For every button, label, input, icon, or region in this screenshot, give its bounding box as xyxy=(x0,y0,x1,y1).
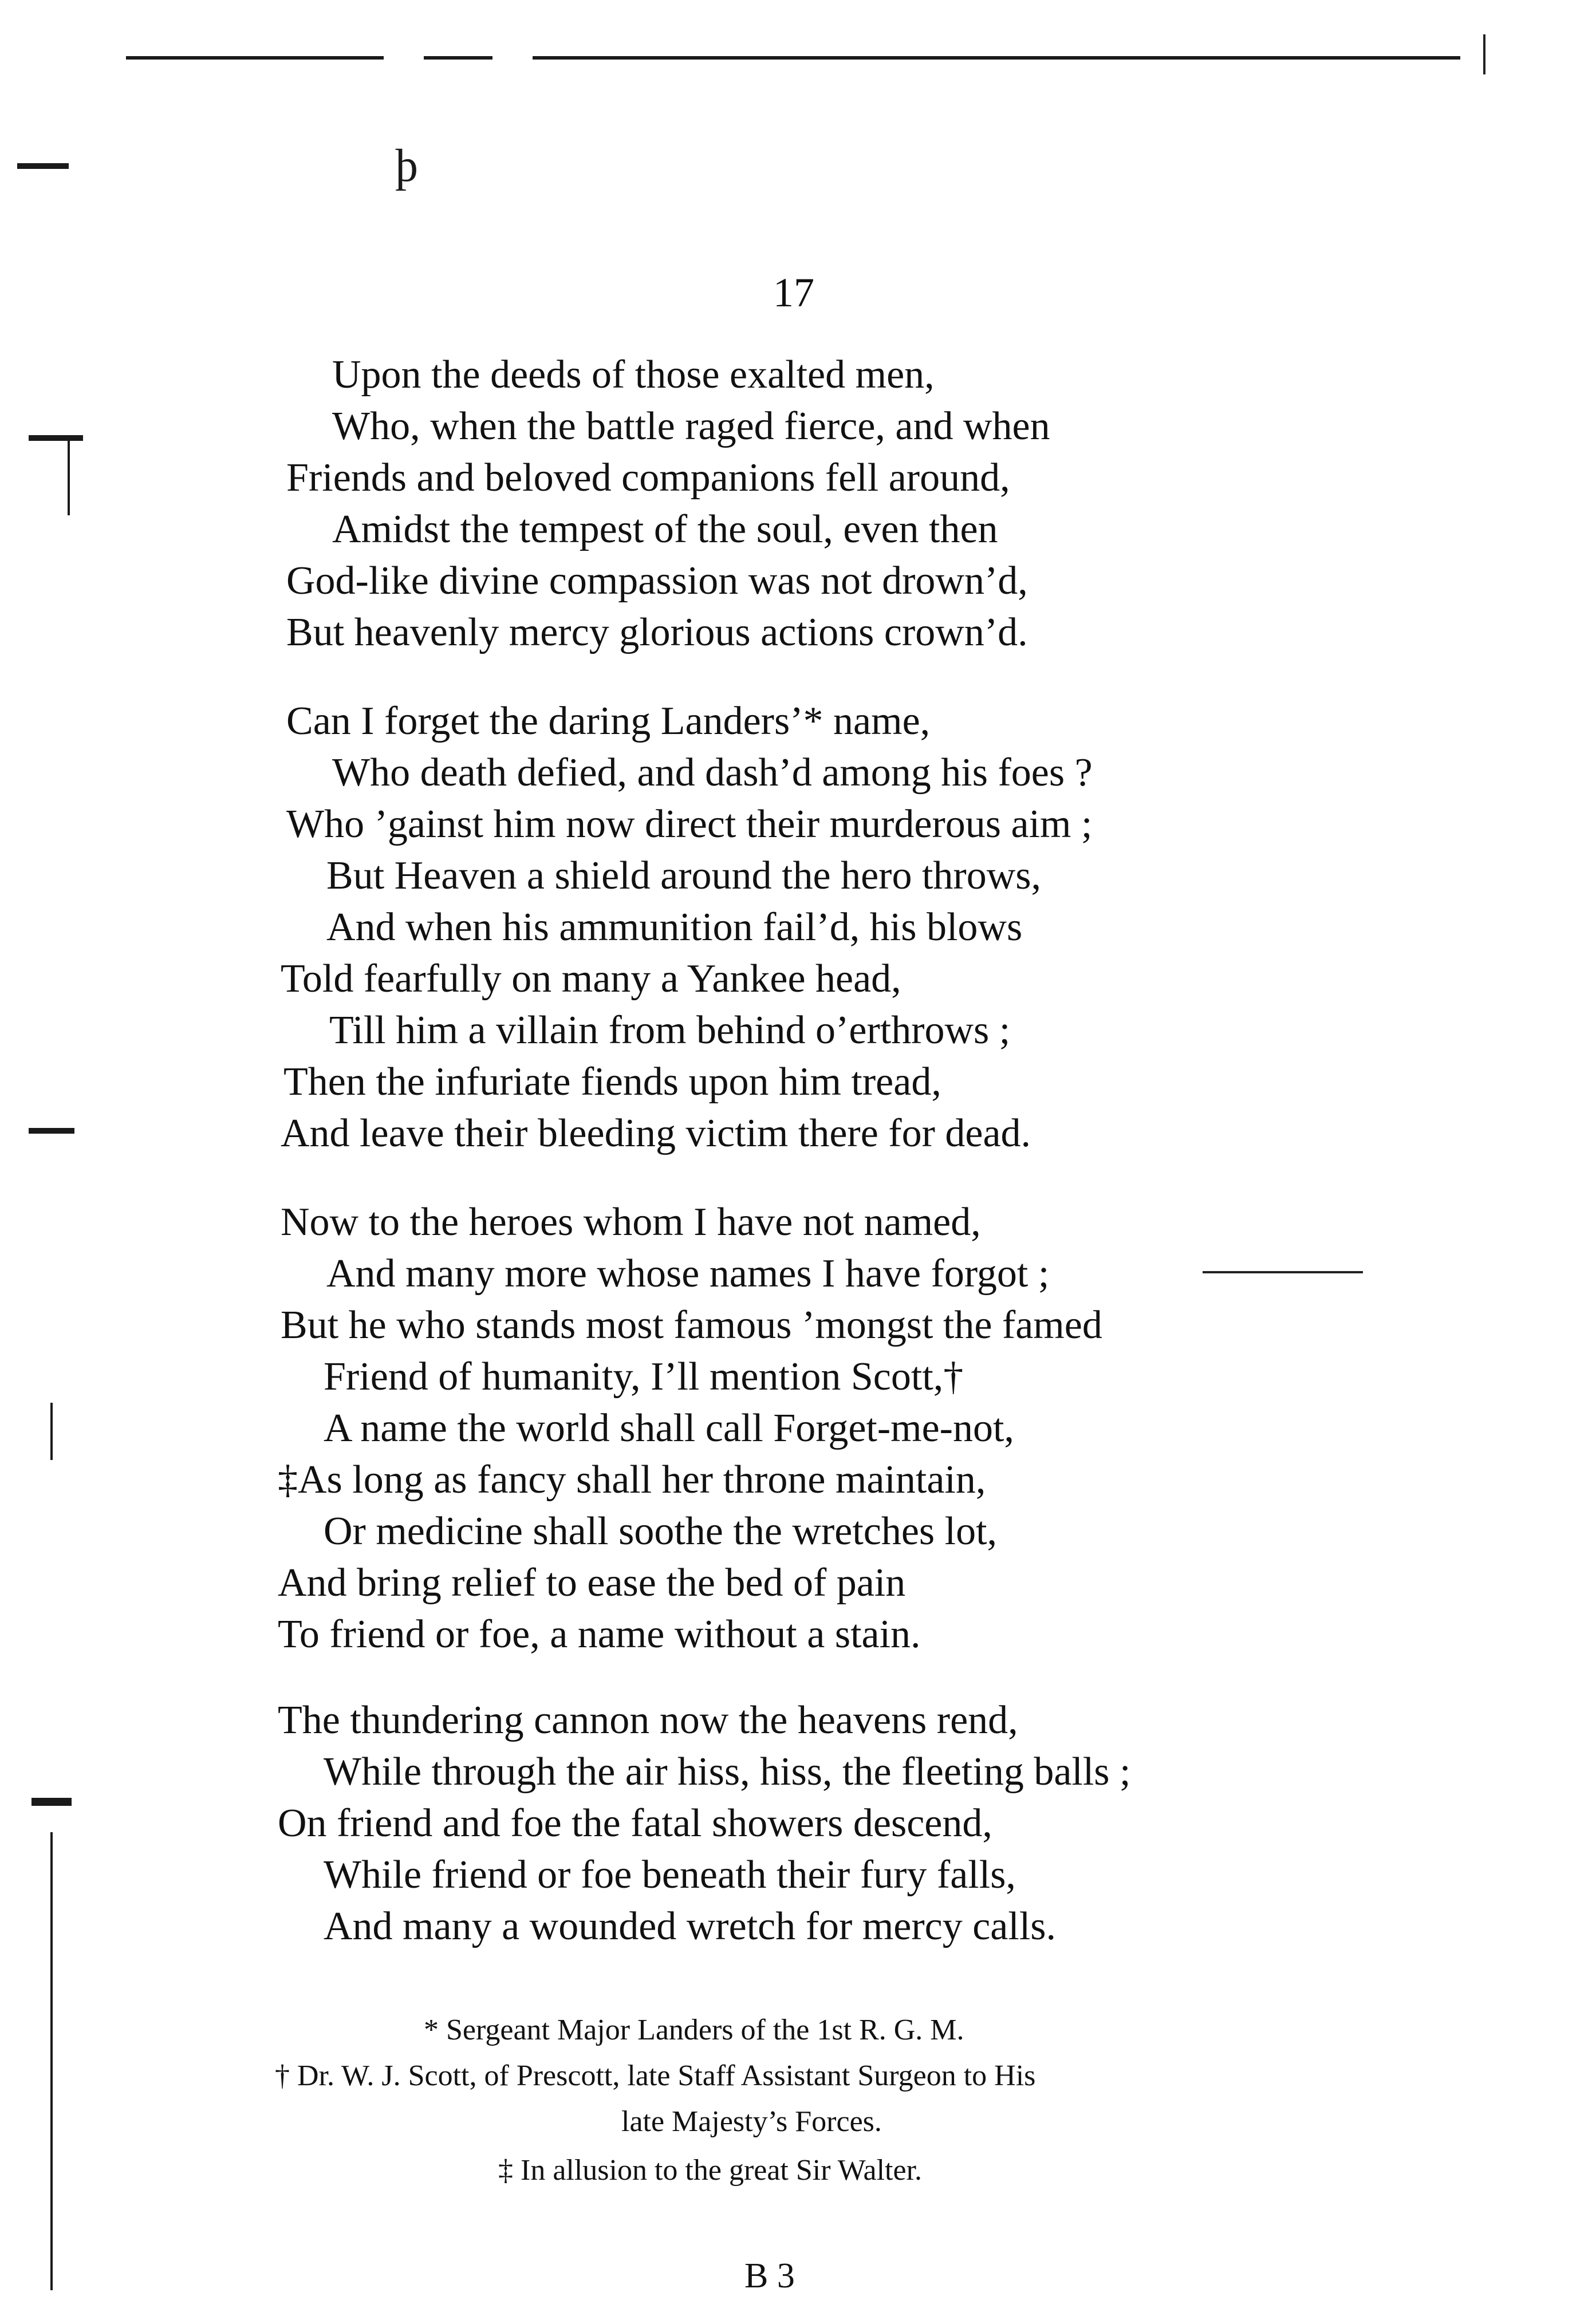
verse-line: But heavenly mercy glorious actions crown’d. xyxy=(286,610,1028,654)
verse-line: Who death defied, and dash’d among his foes ? xyxy=(332,751,1093,795)
top-rule-gap xyxy=(492,55,533,61)
verse-line: Till him a villain from behind o’erthrows ; xyxy=(329,1008,1011,1052)
margin-mark xyxy=(29,435,83,441)
verse-line: Amidst the tempest of the soul, even then xyxy=(332,507,998,551)
margin-mark xyxy=(31,1798,72,1806)
verse-line: Friend of humanity, I’ll mention Scott,† xyxy=(324,1355,964,1399)
verse-line: Or medicine shall soothe the wretches lot, xyxy=(324,1509,998,1553)
margin-mark: ϸ xyxy=(395,141,418,191)
margin-mark xyxy=(50,1403,53,1460)
verse-line: God-like divine compassion was not drown’d, xyxy=(286,559,1028,603)
verse-line: And many a wounded wretch for mercy calls. xyxy=(324,1904,1057,1948)
verse-line: Upon the deeds of those exalted men, xyxy=(332,353,935,397)
verse-line: While friend or foe beneath their fury falls, xyxy=(324,1853,1016,1897)
footnote: † Dr. W. J. Scott, of Prescott, late Staff Assistant Surgeon to His xyxy=(275,2059,1036,2092)
verse-line: ‡As long as fancy shall her throne maintain, xyxy=(278,1458,986,1502)
footnote: * Sergeant Major Landers of the 1st R. G. M. xyxy=(424,2014,964,2046)
margin-mark xyxy=(29,1128,74,1134)
verse-line: Then the infuriate fiends upon him tread, xyxy=(283,1060,941,1104)
margin-mark xyxy=(68,441,70,515)
verse-line: Can I forget the daring Landers’* name, xyxy=(286,699,931,743)
verse-line: And bring relief to ease the bed of pain xyxy=(278,1561,906,1605)
signature-mark: B 3 xyxy=(744,2256,795,2295)
verse-line: While through the air hiss, hiss, the fleeting balls ; xyxy=(324,1750,1131,1794)
verse-line: Who ’gainst him now direct their murderous aim ; xyxy=(286,802,1093,846)
verse-line: But he who stands most famous ’mongst the famed xyxy=(281,1303,1102,1347)
verse-line: On friend and foe the fatal showers descend, xyxy=(278,1801,992,1845)
page-number: 17 xyxy=(773,270,814,315)
verse-line: To friend or foe, a name without a stain. xyxy=(278,1612,921,1656)
verse-line: And many more whose names I have forgot ; xyxy=(326,1252,1050,1296)
verse-line: And leave their bleeding victim there for dead. xyxy=(281,1111,1031,1155)
verse-line: The thundering cannon now the heavens rend, xyxy=(278,1698,1018,1742)
verse-line: Friends and beloved companions fell around, xyxy=(286,456,1010,500)
verse-line: Now to the heroes whom I have not named, xyxy=(281,1200,981,1244)
top-rule-gap xyxy=(384,55,424,61)
top-rule xyxy=(126,56,1460,60)
verse-line: But Heaven a shield around the hero throws, xyxy=(326,854,1042,898)
verse-line: Who, when the battle raged fierce, and when xyxy=(332,404,1050,448)
strike-rule xyxy=(1203,1271,1363,1273)
verse-line: Told fearfully on many a Yankee head, xyxy=(281,957,901,1001)
verse-line: A name the world shall call Forget-me-not, xyxy=(324,1406,1014,1450)
footnote: ‡ In allusion to the great Sir Walter. xyxy=(498,2154,923,2187)
margin-mark xyxy=(50,1832,53,2290)
verse-line: And when his ammunition fail’d, his blows xyxy=(326,905,1023,949)
page-edge-mark xyxy=(1483,34,1485,74)
footnote: late Majesty’s Forces. xyxy=(621,2105,882,2138)
margin-mark xyxy=(17,163,69,169)
